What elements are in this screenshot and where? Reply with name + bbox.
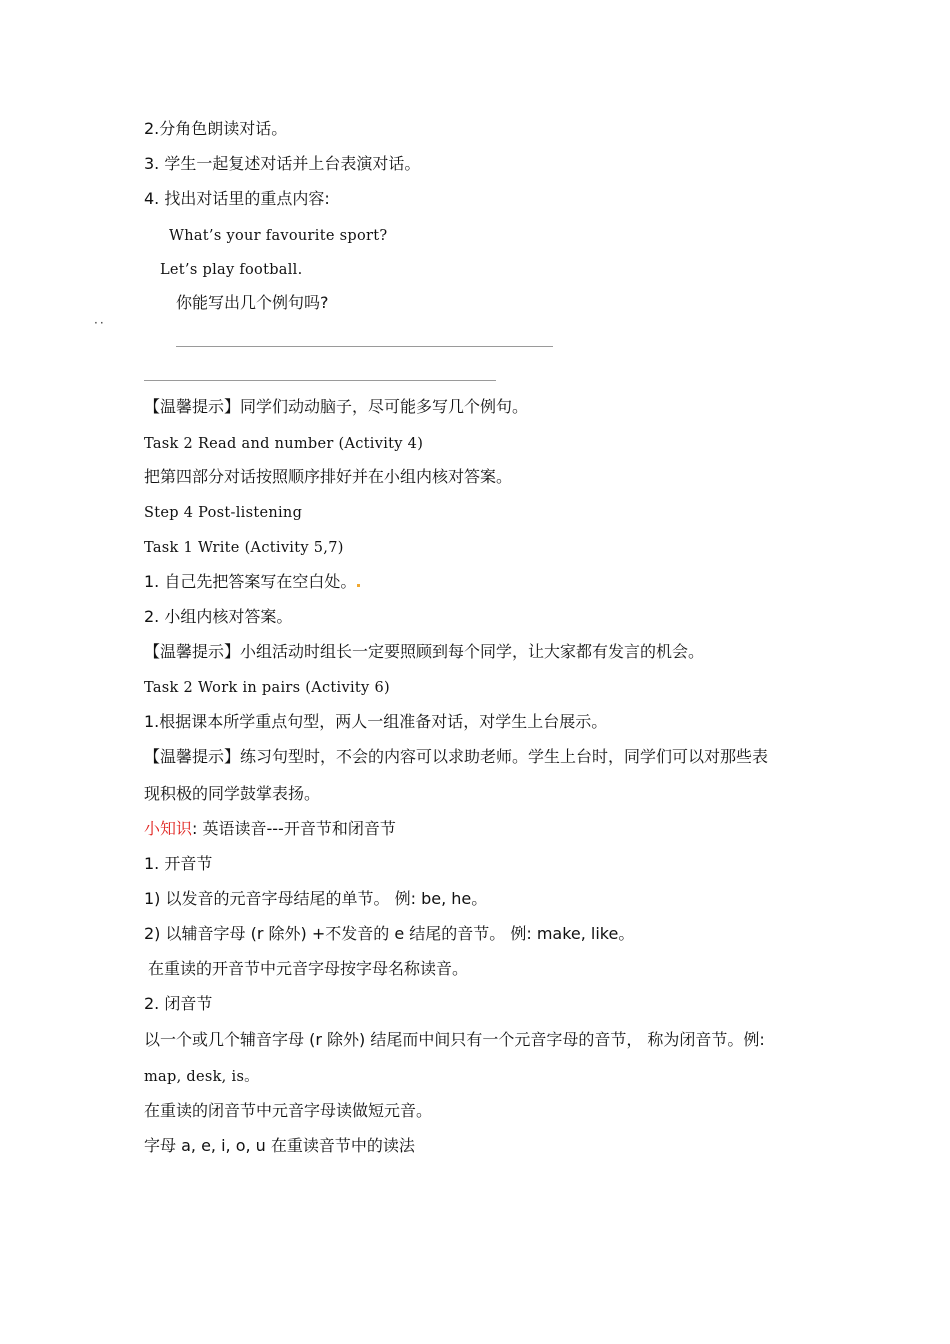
write-item-1	[144, 571, 361, 593]
step-item-2: 2.分角色朗读对话。	[144, 119, 288, 138]
step-4-heading: Step 4 Post-listening	[144, 505, 303, 521]
closed-syllable-examples: map, desk, is。	[144, 1069, 259, 1085]
open-syllable-rule-1: 1) 以发音的元音字母结尾的单节。 例: be, he。	[144, 889, 488, 908]
answer-line-2	[144, 380, 496, 381]
open-syllable-note: 在重读的开音节中元音字母按字母名称读音。	[148, 959, 469, 978]
tip-2: 【温馨提示】小组活动时组长一定要照顾到每个同学，让大家都有发言的机会。	[144, 642, 705, 661]
closed-syllable-rule: 以一个或几个辅音字母 (r 除外) 结尾而中间只有一个元音字母的音节， 称为闭音节。例:	[144, 1030, 765, 1049]
step-item-4: 4. 找出对话里的重点内容:	[144, 189, 330, 208]
answer-line-1	[176, 346, 553, 347]
task-1-write-heading: Task 1 Write (Activity 5,7)	[144, 540, 344, 556]
closed-syllable-heading: 2. 闭音节	[144, 994, 213, 1013]
writing-prompt: 你能写出几个例句吗?	[176, 293, 329, 312]
open-syllable-heading: 1. 开音节	[144, 854, 213, 873]
tip-1: 【温馨提示】同学们动动脑子，尽可能多写几个例句。	[144, 397, 529, 416]
tip-3-line-2: 现积极的同学鼓掌表扬。	[144, 784, 321, 803]
knowledge-heading	[144, 818, 396, 840]
open-syllable-rule-2: 2) 以辅音字母 (r 除外) +不发音的 e 结尾的音节。 例: make, like。	[144, 924, 635, 943]
highlight-mark	[357, 584, 360, 587]
vowel-letters-heading: 字母 a, e, i, o, u 在重读音节中的读法	[144, 1136, 415, 1155]
example-sentence-2: Let’s play football.	[160, 262, 303, 278]
write-item-1-text: 1. 自己先把答案写在空白处。	[144, 572, 357, 591]
write-item-2: 2. 小组内核对答案。	[144, 607, 293, 626]
task-2-description: 把第四部分对话按照顺序排好并在小组内核对答案。	[144, 467, 513, 486]
task-2-heading: Task 2 Read and number (Activity 4)	[144, 436, 424, 452]
task-2-pairs-heading: Task 2 Work in pairs (Activity 6)	[144, 680, 390, 696]
step-item-3: 3. 学生一起复述对话并上台表演对话。	[144, 154, 421, 173]
example-sentence-1: What’s your favourite sport?	[169, 228, 388, 244]
knowledge-title: : 英语读音---开音节和闭音节	[192, 819, 396, 838]
knowledge-label: 小知识	[144, 819, 193, 838]
pairs-item-1: 1.根据课本所学重点句型，两人一组准备对话，对学生上台展示。	[144, 712, 608, 731]
stray-dots: ··	[94, 316, 106, 330]
closed-syllable-note: 在重读的闭音节中元音字母读做短元音。	[144, 1101, 433, 1120]
tip-3-line-1: 【温馨提示】练习句型时，不会的内容可以求助老师。学生上台时，同学们可以对那些表	[144, 747, 769, 766]
